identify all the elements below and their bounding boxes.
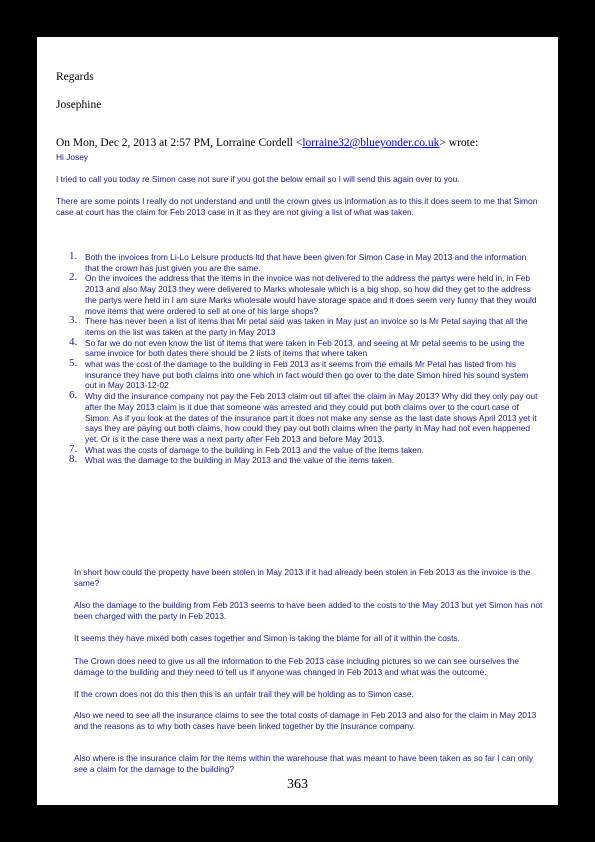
list-number: 4. bbox=[69, 335, 78, 348]
body-paragraph: Also where is the insurance claim for the items within the warehouse that was meant to have been taken as so far I can only see a claim for the damage to the building? bbox=[74, 753, 534, 774]
list-item bbox=[63, 391, 541, 445]
greeting: Hi Josey bbox=[56, 152, 89, 162]
list-item bbox=[63, 273, 541, 316]
body-paragraph: I tried to call you today re Simon case not sure if you got the below email so I will send this again over to you. bbox=[56, 174, 460, 184]
list-item-text: What was the damage to the building in May 2013 and the value of the items taken. bbox=[85, 455, 395, 466]
list-item bbox=[63, 359, 541, 391]
quote-header-suffix: > wrote: bbox=[439, 137, 479, 149]
numbered-list bbox=[63, 252, 541, 466]
body-paragraph: Also we need to see all the insurance claims to see the total costs of damage in Feb 2013 and also for the claim in May 2013 and the reasons as to why both cases have been linked together by the insurance company. bbox=[74, 710, 537, 731]
list-item-text: So far we do not even know the list of items that were taken in Feb 2013, and seeing at Mr petal seems to be using the same invoice for both dates there should be 2 lists of items that where taken bbox=[85, 337, 525, 359]
body-paragraph: The Crown does need to give us all the information to the Feb 2013 case including pictures so we can see ourselves the damage to the building and they need to tell us if anyone was changed in Feb 2013 and what was the outcome. bbox=[74, 656, 520, 677]
list-item-text: what was the cost of the damage to the building in Feb 2013 as it seems from the emails Mr Petal has listed from his insurance they have put both claims into one which in fact would then go over to the date Simon hired his sound system out in May 2013-12-02 bbox=[85, 359, 529, 391]
list-item-text: There has never been a list of items that Mr petal said was taken in May just an invoice so is Mr Petal saying that all the items on the list was taken at the party in May 2013 bbox=[85, 316, 528, 337]
body-paragraph: Also the damage to the building from Feb 2013 seems to have been added to the costs to the May 2013 but yet Simon has not been charged with the party in Feb 2013. bbox=[74, 600, 543, 621]
quote-header-prefix: On Mon, Dec 2, 2013 at 2:57 PM, Lorraine Cordell < bbox=[56, 137, 303, 149]
list-number: 7. bbox=[69, 442, 78, 455]
quote-header bbox=[56, 137, 478, 149]
body-paragraph: It seems they have mixed both cases together and Simon is taking the blame for all of it within the costs. bbox=[74, 633, 460, 643]
list-number: 6. bbox=[69, 389, 78, 402]
list-item-text: Why did the insurance company not pay the Feb 2013 claim out till after the claim in May 2013? Why did they only pay out after the May 2013 claim is it due that someone was arrested and they could put both claims over to the court case of Simon. As if you look at the dates of the insurance part it does not make any sense as the last date shows April 2013 yet it says they are paying out both claims, how could they pay out both claims when the party in May had not even happened yet. Or is it the case there was a next party after Feb 2013 and before May 2013. bbox=[85, 391, 538, 444]
list-item-text: What was the costs of damage to the building in Feb 2013 and the value of the items taken. bbox=[85, 444, 424, 455]
body-paragraph: In short how could the property have been stolen in May 2013 if it had already been stolen in Feb 2013 as the invoice is the same? bbox=[74, 567, 531, 588]
list-number: 2. bbox=[69, 271, 78, 284]
list-item bbox=[63, 455, 541, 466]
body-paragraph: If the crown does not do this then this is an unfair trail they will be holding as to Simon case. bbox=[74, 689, 414, 699]
list-item bbox=[63, 335, 541, 359]
body-paragraph: There are some points I really do not understand and until the crown gives us information as to this it does seem to me that Simon case at court has the claim for Feb 2013 case in it as they are not giving a list of what was taken. bbox=[56, 196, 538, 217]
signature-name: Josephine bbox=[56, 99, 102, 111]
closing-text: Regards bbox=[56, 71, 94, 83]
list-number: 1. bbox=[69, 250, 78, 262]
list-item bbox=[63, 316, 541, 337]
document-page bbox=[37, 37, 558, 805]
list-item bbox=[63, 442, 541, 456]
list-item bbox=[63, 252, 541, 273]
list-number: 3. bbox=[69, 314, 78, 327]
list-item-text: On the invoices the address that the items in the invoice was not delivered to the address the partys were held in, in Feb 2013 and also May 2013 they were delivered to Marks wholesale which is a big shop, so how did they get to the address the partys were held in I am sure Marks wholesale would have storage space and it does seem very funny that they would move items that were ordered to sell at one of his large shops? bbox=[85, 273, 537, 316]
list-number: 5. bbox=[69, 357, 78, 370]
sender-email-link[interactable]: lorraine32@blueyonder.co.uk bbox=[302, 137, 440, 149]
list-item-text: Both the invoices from Li-Lo Leisure products ltd that have been given for Simon Case in May 2013 and the information that the crown has just given you are the same. bbox=[85, 252, 527, 273]
list-number: 8. bbox=[69, 453, 78, 466]
page-number: 363 bbox=[287, 777, 308, 792]
